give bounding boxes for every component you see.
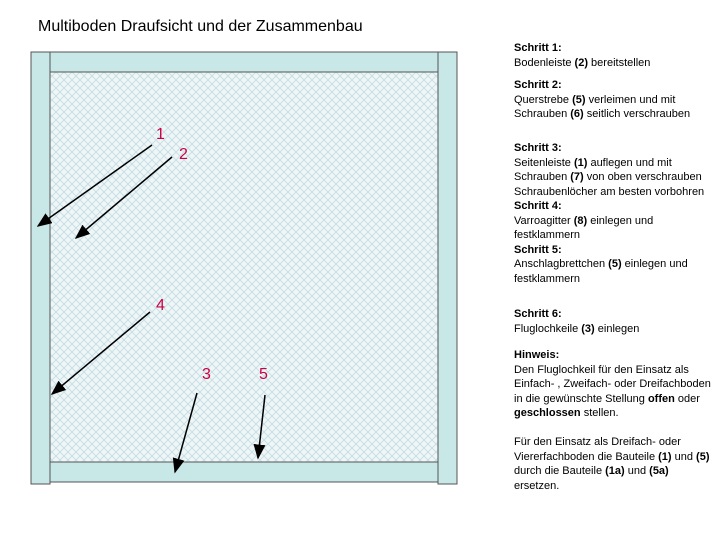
front-crossbar — [50, 462, 438, 482]
step-3-to-5: Schritt 3: Seitenleiste (1) auflegen und mit Schrauben (7) von oben verschrauben Schraubenlöcher am besten vorbohren Schritt 4: Varroagitter (8) einlegen und festklammern Schritt 5: Anschlagbrettchen (5) einlegen und festklammern — [514, 142, 705, 285]
step-1: Schritt 1: Bodenleiste (2) bereitstellen — [514, 42, 651, 69]
callout-1: 1 — [156, 126, 165, 143]
note-2: Für den Einsatz als Dreifach- oder Viererfachboden die Bauteile (1) und (5) durch die Bauteile (1a) und (5a) ersetzen. — [514, 436, 710, 492]
callout-2: 2 — [179, 146, 188, 163]
page-title: Multiboden Draufsicht und der Zusammenbau — [38, 18, 363, 35]
side-rail-right — [438, 52, 457, 484]
callout-5: 5 — [259, 366, 268, 383]
back-crossbar — [50, 52, 438, 72]
step-2: Schritt 2: Querstrebe (5) verleimen und mit Schrauben (6) seitlich verschrauben — [514, 79, 691, 120]
step-6: Schritt 6: Fluglochkeile (3) einlegen — [514, 308, 640, 335]
callout-3: 3 — [202, 366, 211, 383]
note-1: Hinweis: Den Fluglochkeil für den Einsatz als Einfach- , Zweifach- oder Dreifachboden in die gewünschte Stellung offen oder geschlossen stellen. — [514, 349, 711, 419]
callout-4: 4 — [156, 297, 165, 314]
varroa-grid — [50, 72, 438, 462]
side-rail-left — [31, 52, 50, 484]
